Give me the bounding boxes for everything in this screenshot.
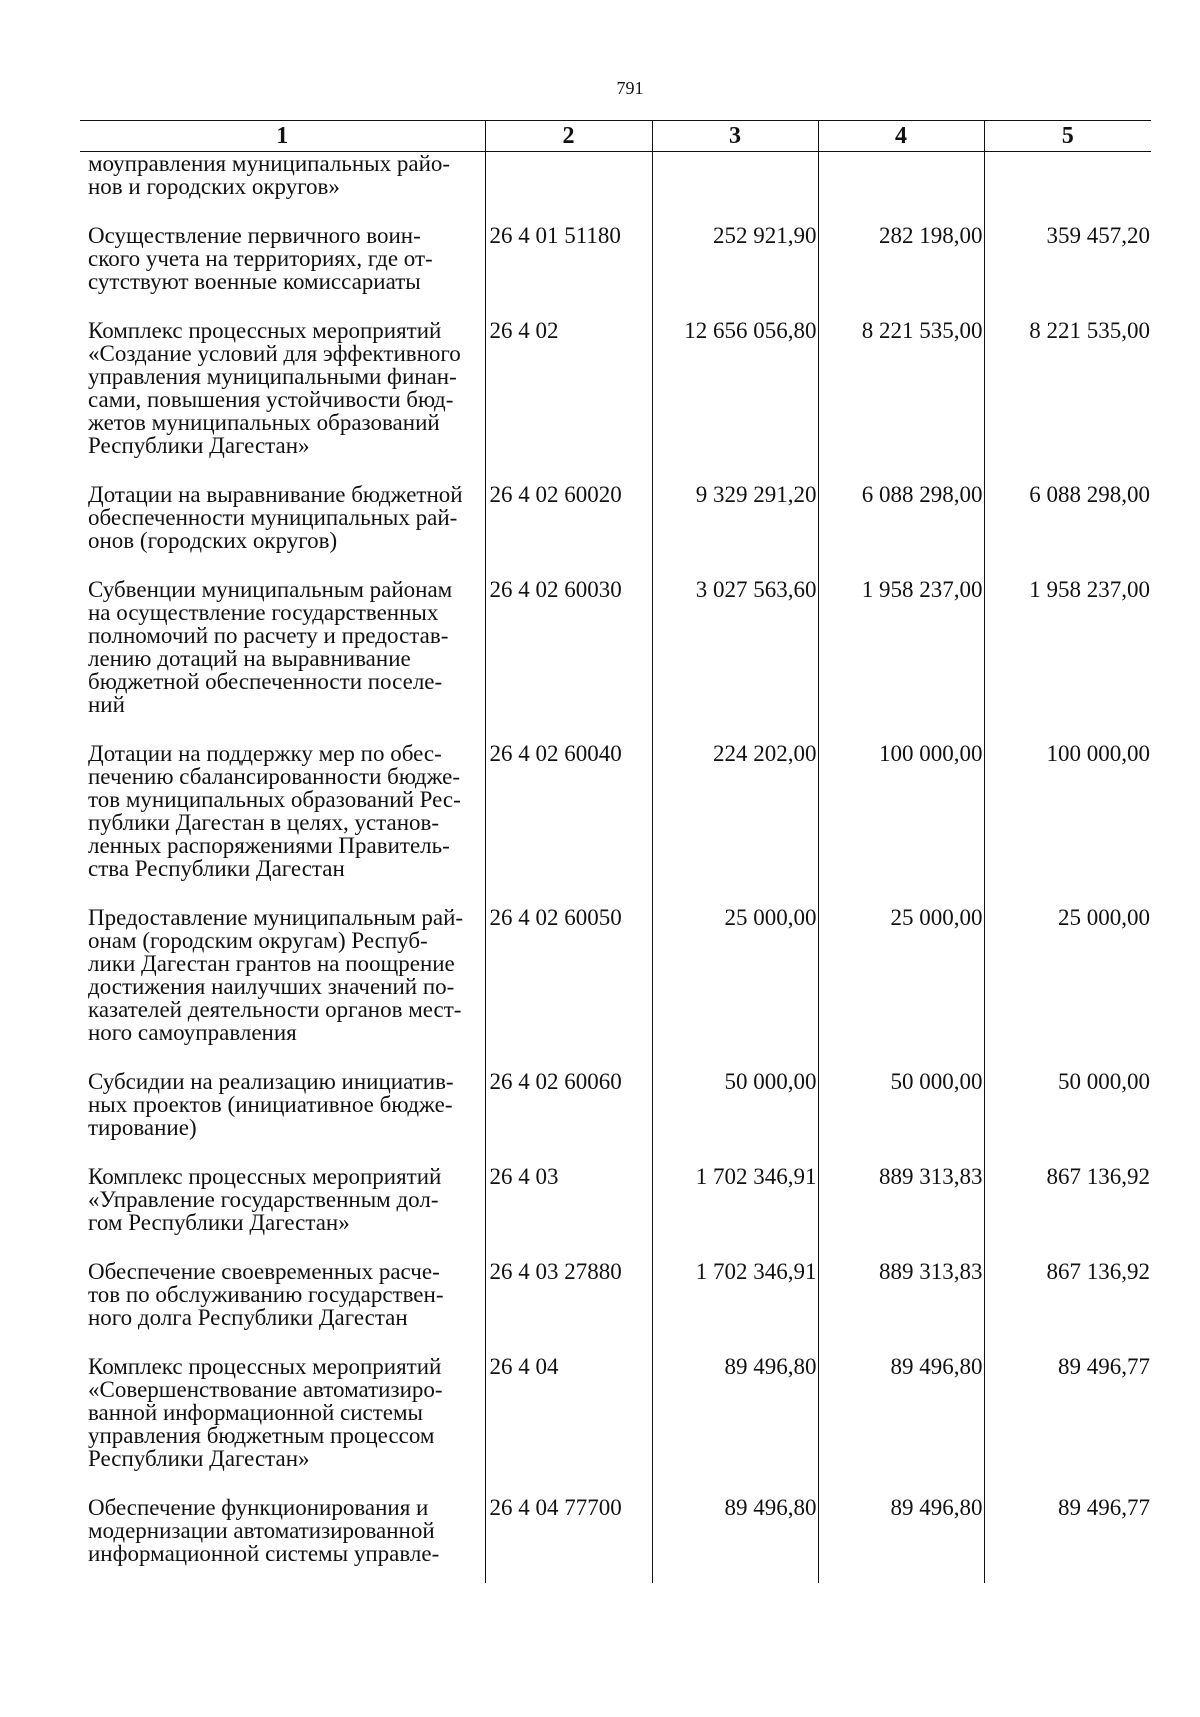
row-code-cell: 26 4 02 bbox=[485, 319, 652, 483]
column-header-2: 2 bbox=[485, 121, 652, 152]
row-value-col5: 89 496,77 bbox=[984, 1496, 1151, 1583]
row-value-col3: 3 027 563,60 bbox=[652, 578, 818, 742]
row-value-col4: 25 000,00 bbox=[818, 906, 984, 1070]
row-name-cell: Дотации на выравнивание бюджетной обеспеченности муниципальных рай- онов (городских округов) bbox=[88, 482, 463, 553]
row-value-col5 bbox=[984, 152, 1151, 225]
row-name-cell: Дотации на поддержку мер по обес- печению сбалансированности бюдже- тов муниципальных образований Рес- публики Дагестан в целях, установ- ленных распоряжениями Правитель- ства Республики Дагестан bbox=[88, 741, 461, 881]
row-value-col4: 89 496,80 bbox=[818, 1496, 984, 1583]
row-value-col4: 89 496,80 bbox=[818, 1355, 984, 1496]
row-value-col4: 282 198,00 bbox=[818, 224, 984, 319]
column-header-1: 1 bbox=[80, 121, 485, 152]
budget-table bbox=[80, 120, 1151, 1583]
row-value-col3: 12 656 056,80 bbox=[652, 319, 818, 483]
row-code-cell bbox=[485, 152, 652, 225]
row-code-cell: 26 4 01 51180 bbox=[485, 224, 652, 319]
row-name-cell: Обеспечение своевременных расче- тов по обслуживанию государствен- ного долга Республики Дагестан bbox=[88, 1259, 444, 1330]
row-value-col3: 9 329 291,20 bbox=[652, 483, 818, 578]
row-code-cell: 26 4 02 60040 bbox=[485, 742, 652, 906]
row-value-col3: 252 921,90 bbox=[652, 224, 818, 319]
column-header-4: 4 bbox=[818, 121, 984, 152]
table-row bbox=[80, 483, 1151, 578]
row-value-col5: 867 136,92 bbox=[984, 1165, 1151, 1260]
row-value-col5: 100 000,00 bbox=[984, 742, 1151, 906]
row-code-cell: 26 4 03 bbox=[485, 1165, 652, 1260]
row-code-cell: 26 4 04 77700 bbox=[485, 1496, 652, 1583]
row-value-col5: 6 088 298,00 bbox=[984, 483, 1151, 578]
row-code-cell: 26 4 02 60050 bbox=[485, 906, 652, 1070]
row-value-col4: 889 313,83 bbox=[818, 1165, 984, 1260]
row-name-cell: Субвенции муниципальным районам на осуществление государственных полномочий по расчету и предостав- лению дотаций на выравнивание бюджетной обеспеченности поселе- ний bbox=[88, 577, 453, 717]
row-value-col4 bbox=[818, 152, 984, 225]
table-row bbox=[80, 742, 1151, 906]
table-row bbox=[80, 1496, 1151, 1583]
table-row bbox=[80, 906, 1151, 1070]
row-value-col5: 867 136,92 bbox=[984, 1260, 1151, 1355]
row-name-cell: Комплекс процессных мероприятий «Управление государственным дол- гом Республики Дагестан» bbox=[88, 1164, 442, 1235]
column-header-5: 5 bbox=[984, 121, 1151, 152]
row-value-col5: 1 958 237,00 bbox=[984, 578, 1151, 742]
row-value-col5: 8 221 535,00 bbox=[984, 319, 1151, 483]
row-value-col3 bbox=[652, 152, 818, 225]
column-header-3: 3 bbox=[652, 121, 818, 152]
row-value-col5: 50 000,00 bbox=[984, 1070, 1151, 1165]
row-name-cell: Обеспечение функционирования и модернизации автоматизированной информационной системы управле- bbox=[88, 1495, 440, 1566]
row-name-cell: Комплекс процессных мероприятий «Совершенствование автоматизиро- ванной информационной системы управления бюджетным процессом Республики Дагестан» bbox=[88, 1354, 443, 1471]
row-value-col3: 89 496,80 bbox=[652, 1355, 818, 1496]
row-name-cell: Предоставление муниципальным рай- онам (городским округам) Респуб- лики Дагестан грантов на поощрение достижения наилучших значений по- казателей деятельности органов мест- ного самоуправления bbox=[88, 905, 464, 1045]
row-name-cell: Субсидии на реализацию инициатив- ных проектов (инициативное бюдже- тирование) bbox=[88, 1069, 454, 1140]
row-name-cell: Комплекс процессных мероприятий «Создание условий для эффективного управления муниципальными финан- сами, повышения устойчивости бюд- жетов муниципальных образований Республики Дагестан» bbox=[88, 318, 461, 458]
table-row bbox=[80, 224, 1151, 319]
table-row bbox=[80, 319, 1151, 483]
row-code-cell: 26 4 04 bbox=[485, 1355, 652, 1496]
row-value-col4: 8 221 535,00 bbox=[818, 319, 984, 483]
page-number: 791 bbox=[616, 78, 644, 98]
table-row bbox=[80, 1070, 1151, 1165]
row-value-col4: 6 088 298,00 bbox=[818, 483, 984, 578]
table-row bbox=[80, 1260, 1151, 1355]
row-value-col3: 89 496,80 bbox=[652, 1496, 818, 1583]
row-value-col3: 224 202,00 bbox=[652, 742, 818, 906]
row-value-col5: 89 496,77 bbox=[984, 1355, 1151, 1496]
row-code-cell: 26 4 02 60020 bbox=[485, 483, 652, 578]
table-header-row bbox=[80, 121, 1151, 152]
row-value-col3: 25 000,00 bbox=[652, 906, 818, 1070]
row-code-cell: 26 4 03 27880 bbox=[485, 1260, 652, 1355]
table-body bbox=[80, 152, 1151, 1584]
row-name-cell: моуправления муниципальных райо- нов и городских округов» bbox=[88, 151, 451, 199]
row-value-col4: 889 313,83 bbox=[818, 1260, 984, 1355]
row-value-col3: 1 702 346,91 bbox=[652, 1260, 818, 1355]
row-value-col4: 100 000,00 bbox=[818, 742, 984, 906]
table-row bbox=[80, 1355, 1151, 1496]
row-name-cell: Осуществление первичного воин- ского учета на территориях, где от- сутствуют военные комиссариаты bbox=[88, 223, 433, 294]
table-row bbox=[80, 152, 1151, 225]
row-value-col5: 359 457,20 bbox=[984, 224, 1151, 319]
table-row bbox=[80, 1165, 1151, 1260]
row-value-col5: 25 000,00 bbox=[984, 906, 1151, 1070]
row-code-cell: 26 4 02 60030 bbox=[485, 578, 652, 742]
row-value-col3: 1 702 346,91 bbox=[652, 1165, 818, 1260]
row-value-col4: 50 000,00 bbox=[818, 1070, 984, 1165]
table-row bbox=[80, 578, 1151, 742]
row-value-col4: 1 958 237,00 bbox=[818, 578, 984, 742]
row-code-cell: 26 4 02 60060 bbox=[485, 1070, 652, 1165]
row-value-col3: 50 000,00 bbox=[652, 1070, 818, 1165]
